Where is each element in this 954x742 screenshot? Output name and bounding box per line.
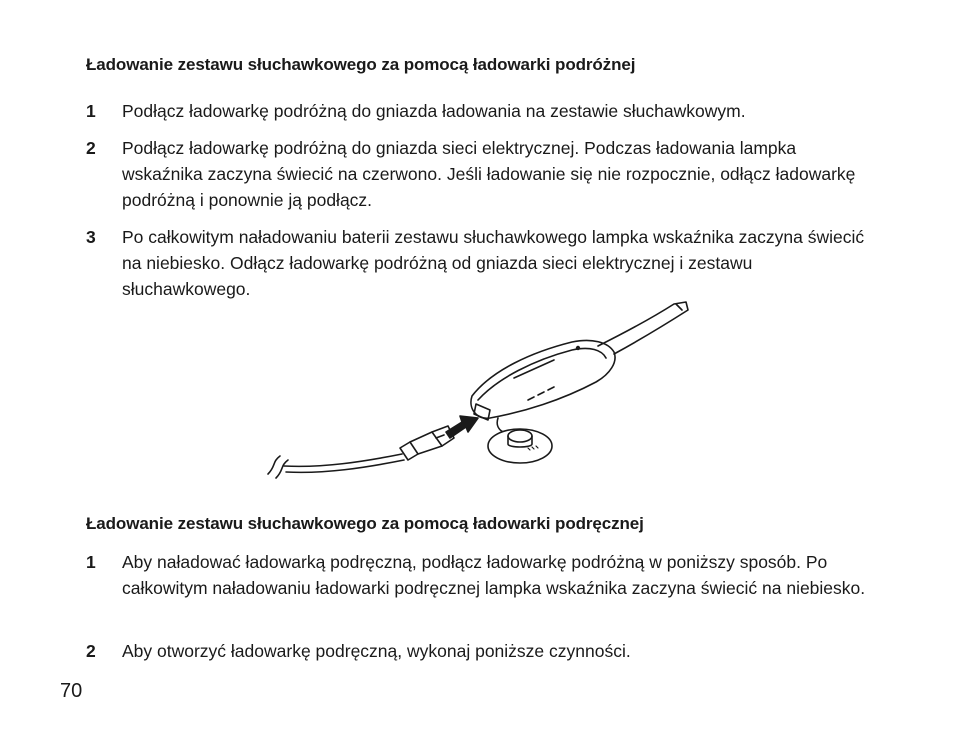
step-number: 1 [86,552,96,572]
step-text: Podłącz ładowarkę podróżną do gniazda ładowania na zestawie słuchawkowym. [122,101,746,121]
headset-charging-figure [262,296,694,488]
step-1-portable [86,549,876,601]
step-3-travel [86,224,876,302]
step-2-travel [86,135,876,213]
step-number: 1 [86,101,96,121]
step-2-portable [86,638,876,664]
cable-break-icon [268,456,288,478]
step-text: Po całkowitym naładowaniu baterii zestawu słuchawkowego lampka wskaźnika zaczyna świecić na niebiesko. Odłącz ładowarkę podróżną od gniazda sieci elektrycznej i zestawu słuchawkowego. [122,227,865,299]
step-1-travel [86,98,876,124]
headset-illustration [262,296,694,488]
step-text: Podłącz ładowarkę podróżną do gniazda sieci elektrycznej. Podczas ładowania lampka wskaźnika zaczyna świecić na czerwono. Jeśli ładowanie się nie rozpocznie, odłącz ładowarkę podróżną i ponownie ją podłącz. [122,138,856,210]
step-text: Aby naładować ładowarką podręczną, podłącz ładowarkę podróżną w poniższy sposób. Po całkowitym naładowaniu ładowarki podręcznej lampka wskaźnika zaczyna świecić na niebiesko. [122,552,866,598]
page-number: 70 [60,680,83,702]
usb-plug-icon [400,426,454,460]
step-number: 3 [86,227,96,247]
step-number: 2 [86,641,96,661]
arrow-icon [446,416,478,438]
step-text: Aby otworzyć ładowarkę podręczną, wykonaj poniższe czynności. [122,641,631,661]
section-heading-travel-charger: Ładowanie zestawu słuchawkowego za pomocą ładowarki podróżnej [86,55,636,74]
section-heading-portable-charger: Ładowanie zestawu słuchawkowego za pomocą ładowarki podręcznej [86,514,644,533]
step-number: 2 [86,138,96,158]
